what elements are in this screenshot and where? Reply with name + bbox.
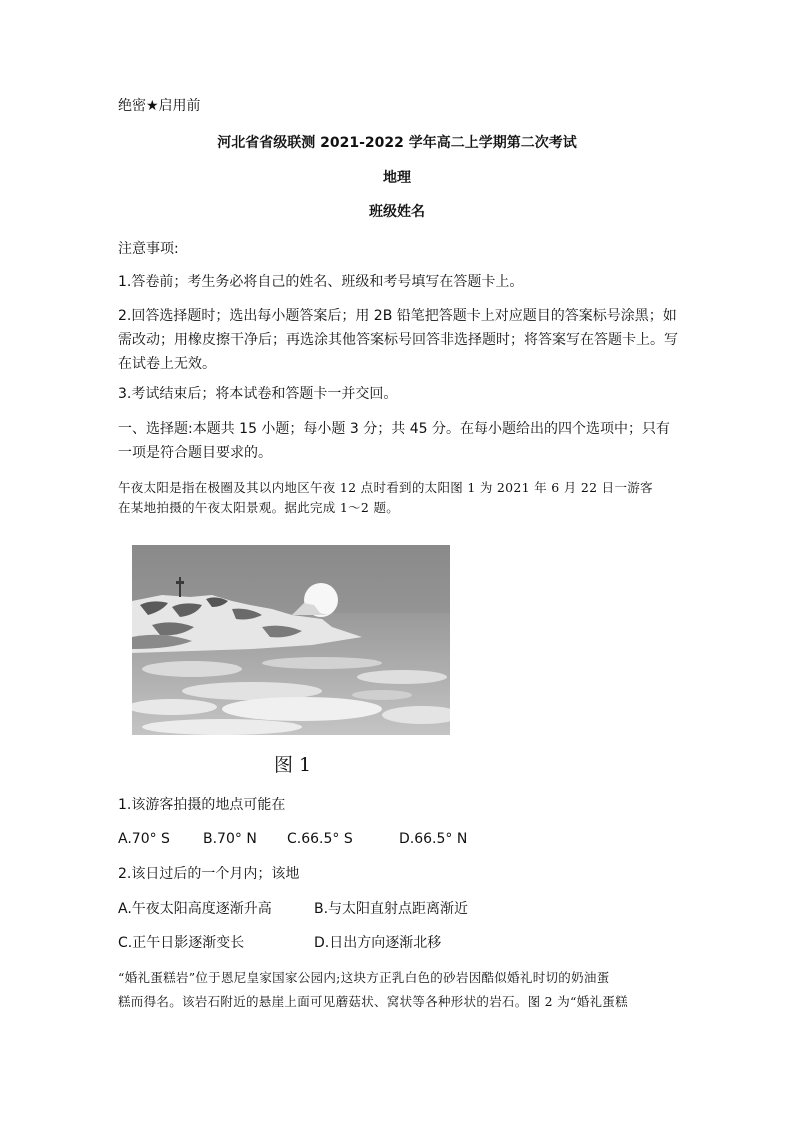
note-item-1: 1.答卷前；考生务必将自己的姓名、班级和考号填写在答题卡上。 (118, 274, 524, 290)
passage2-line2: 糕而得名。该岩石附近的悬崖上面可见蘑菇状、窝状等各种形状的岩石。图 2 为“婚礼蛋糕 (118, 994, 628, 1009)
q1-option-c: C.66.5° S (287, 831, 353, 847)
q1-option-a: A.70° S (118, 831, 170, 847)
confidential-label: 绝密★启用前 (118, 98, 201, 114)
q2-option-a: A.午夜太阳高度逐渐升高 (118, 901, 272, 917)
notes-heading: 注意事项: (118, 241, 179, 257)
midnight-sun-photo (132, 545, 450, 735)
q2-option-c: C.正午日影逐渐变长 (118, 935, 245, 951)
passage2-line1: “婚礼蛋糕岩”位于恩尼皇家国家公园内;这块方正乳白色的砂岩因酷似婚礼时切的奶油蛋 (118, 970, 610, 985)
subject-title: 地理 (383, 170, 411, 186)
q1-stem: 1.该游客拍摄的地点可能在 (118, 797, 286, 813)
midnight-sun-photo-graphic (132, 545, 450, 735)
q2-option-b: B.与太阳直射点距离渐近 (314, 901, 469, 917)
note-item-2: 2.回答选择题时；选出每小题答案后；用 2B 铅笔把答题卡上对应题目的答案标号涂黑；如需改动；用橡皮擦干净后；再选涂其他答案标号回答非选择题时；将答案写在答题卡上。写在试卷上无效。 (118, 308, 678, 372)
note-item-3: 3.考试结束后；将本试卷和答题卡一并交回。 (118, 386, 398, 402)
passage1-line1: 午夜太阳是指在极圈及其以内地区午夜 12 点时看到的太阳图 1 为 2021 年 6 月 22 日一游客 (118, 480, 653, 495)
section1-intro: 一、选择题:本题共 15 小题；每小题 3 分；共 45 分。在每小题给出的四个选项中；只有一项是符合题目要求的。 (118, 421, 670, 461)
q2-stem: 2.该日过后的一个月内；该地 (118, 866, 300, 882)
class-name-line: 班级姓名 (369, 204, 425, 220)
q2-option-d: D.日出方向逐渐北移 (314, 935, 442, 951)
figure-1-caption: 图 1 (274, 754, 312, 776)
q1-option-b: B.70° N (203, 831, 257, 847)
exam-title: 河北省省级联测 2021-2022 学年高二上学期第二次考试 (217, 135, 577, 151)
passage1-line2: 在某地拍摄的午夜太阳景观。据此完成 1～2 题。 (118, 500, 400, 515)
q1-option-d: D.66.5° N (399, 831, 468, 847)
